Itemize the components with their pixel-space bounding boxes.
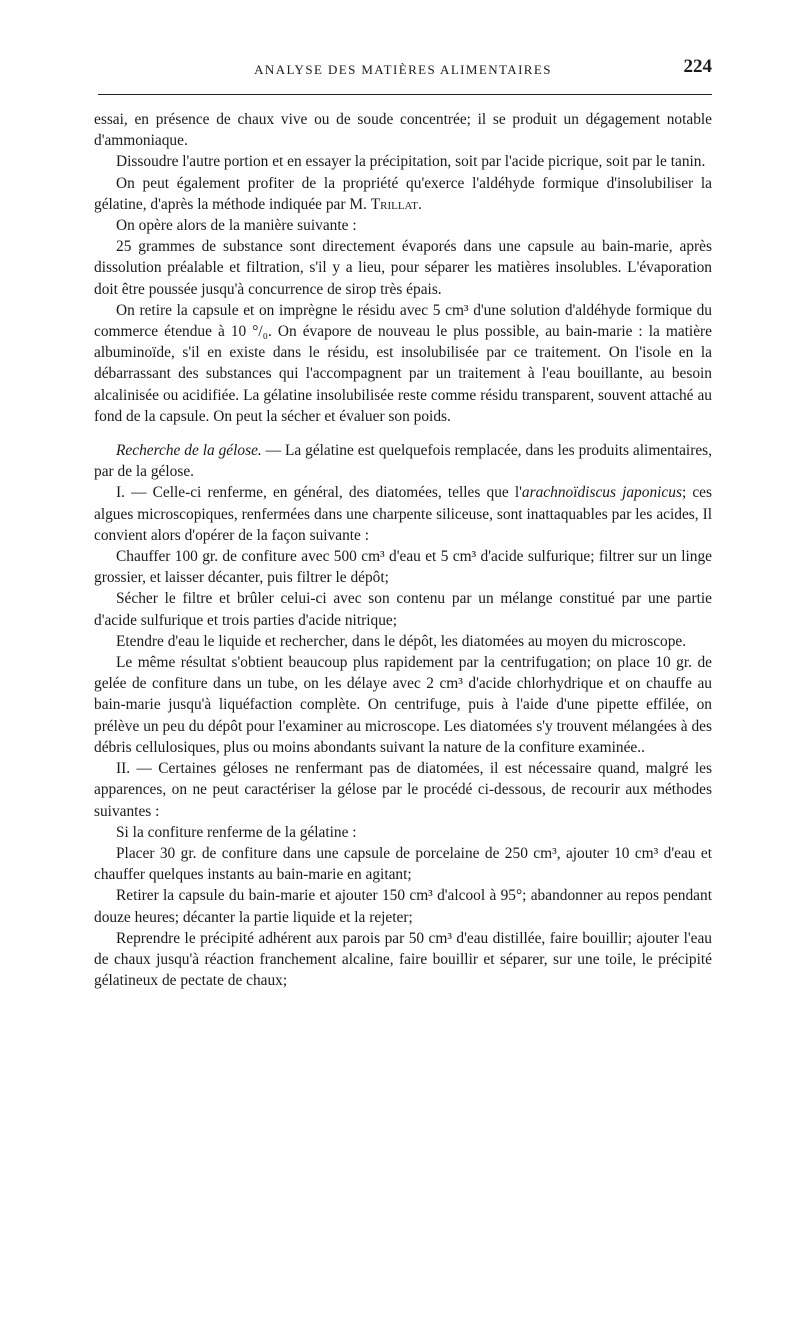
paragraph: Si la confiture renferme de la gélatine :	[116, 823, 357, 841]
running-title: ANALYSE DES MATIÈRES ALIMENTAIRES	[254, 62, 552, 77]
paragraph: essai, en présence de chaux vive ou de soude concentrée; il se produit un dégagement notable d'ammoniaque.	[94, 111, 712, 150]
paragraph: Reprendre le précipité adhérent aux parois par 50 cm³ d'eau distillée, faire bouillir; ajouter l'eau de chaux jusqu'à réaction franchement alcaline, faire bouillir et séparer, sur une toile, le précipité gélatineux de pectate de chaux;	[94, 929, 712, 990]
paragraph: Dissoudre l'autre portion et en essayer la précipitation, soit par l'acide picrique, soit par le tanin.	[116, 153, 706, 171]
species-name: arachnoïdiscus japonicus	[521, 484, 682, 502]
paragraph: Etendre d'eau le liquide et rechercher, dans le dépôt, les diatomées au moyen du microscope.	[116, 632, 687, 650]
paragraph: On opère alors de la manière suivante :	[116, 217, 357, 235]
paragraph: 25 grammes de substance sont directement évaporés dans une capsule au bain-marie, après dissolution préalable et filtration, s'il y a lieu, pour séparer les matières insolubles. L'évaporation doit être poussée jusqu'à concurrence de sirop très épais.	[94, 238, 712, 298]
section-heading-paragraph: Recherche de la gélose. — La gélatine est quelquefois remplacée, dans les produits alimentaires, par de la gélose.	[94, 442, 712, 481]
body-text	[94, 109, 712, 991]
paragraph: Chauffer 100 gr. de confiture avec 500 cm³ d'eau et 5 cm³ d'acide sulfurique; filtrer sur un linge grossier, et laisser décanter, puis filtrer le dépôt;	[94, 548, 712, 587]
document-page	[94, 56, 712, 991]
paragraph: I. — Celle-ci renferme, en général, des diatomées, telles que l'arachnoïdiscus japonicus; ces algues microscopiques, renfermées dans une charpente siliceuse, sont inattaquables par les acides, Il convient alors d'opérer de la façon suivante :	[94, 484, 712, 544]
paragraph: Sécher le filtre et brûler celui-ci avec son contenu par un mélange constitué par une partie d'acide sulfurique et trois parties d'acide nitrique;	[94, 590, 712, 629]
paragraph: On retire la capsule et on imprègne le résidu avec 5 cm³ d'une solution d'aldéhyde formique du commerce étendue à 10 °/₀. On évapore de nouveau le plus possible, au bain-marie : la matière albuminoïde, s'il en existe dans le résidu, est insolubilisée par ce traitement. On l'isole en la débarrassant des substances qui l'accompagnent par un traitement à l'eau bouillante, au besoin alcalinisée ou acidifiée. La gélatine insolubilisée reste comme résidu transparent, souvent attaché au fond de la capsule. On peut la sécher et évaluer son poids.	[94, 301, 712, 425]
paragraph: Placer 30 gr. de confiture dans une capsule de porcelaine de 250 cm³, ajouter 10 cm³ d'eau et chauffer quelques instants au bain-marie en agitant;	[94, 844, 712, 884]
paragraph: II. — Certaines géloses ne renfermant pas de diatomées, il est nécessaire quand, malgré les apparences, on ne peut caractériser la gélose par le procédé ci-dessous, de recourir aux méthodes suivantes :	[94, 760, 712, 820]
page-number: 224	[683, 56, 712, 77]
running-header	[94, 56, 712, 82]
paragraph: On peut également profiter de la propriété qu'exerce l'aldéhyde formique d'insolubiliser la gélatine, d'après la méthode indiquée par M. Trillat.	[94, 174, 712, 213]
section-heading: Recherche de la gélose.	[116, 442, 262, 460]
paragraph: Retirer la capsule du bain-marie et ajouter 150 cm³ d'alcool à 95°; abandonner au repos pendant douze heures; décanter la partie liquide et la rejeter;	[94, 887, 712, 926]
author-name: Trillat.	[370, 195, 422, 213]
paragraph: Le même résultat s'obtient beaucoup plus rapidement par la centrifugation; on place 10 gr. de gelée de confiture dans un tube, on les délaye avec 2 cm³ d'acide chlorhydrique et on chauffe au bain-marie jusqu'à liquéfaction complète. On centrifuge, puis à l'aide d'une pipette effilée, on prélève un peu du dépôt pour l'examiner au microscope. Les diatomées s'y trouvent mélangées à des débris cellulosiques, plus ou moins abondants suivant la nature de la confiture examinée..	[94, 654, 712, 756]
header-rule	[98, 94, 712, 95]
